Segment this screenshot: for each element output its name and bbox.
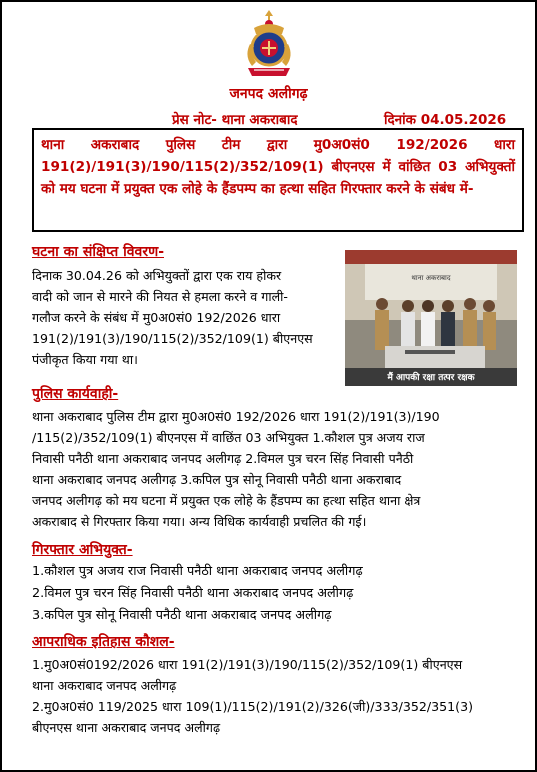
arrested-item: 1.कौशल पुत्र अजय राज निवासी पनैठी थाना अकराबाद जनपद अलीगढ़	[32, 564, 363, 579]
arrested-section-title: गिरफ्तार अभियुक्त-	[32, 542, 133, 558]
arrest-photo-scene	[345, 250, 517, 386]
criminal-history-description	[32, 654, 524, 738]
incident-line: दिनाक 30.04.26 को अभियुक्तों द्वारा एक राय होकर	[32, 268, 282, 283]
police-action-description	[32, 406, 524, 532]
incident-line: 191(2)/191(3)/190/115(2)/352/109(1) बीएनएस	[32, 331, 313, 346]
press-note-label: प्रेस नोट- थाना अकराबाद	[172, 112, 298, 128]
incident-line: वादी को जान से मारने की नियत से हमला करने व गाली-	[32, 289, 288, 304]
arrest-photo	[345, 250, 517, 386]
incident-section-title: घटना का संक्षिप्त विवरण-	[32, 244, 164, 260]
police-action-section-title: पुलिस कार्यवाही-	[32, 386, 119, 402]
date-label: दिनांक	[384, 112, 421, 128]
incident-description	[32, 265, 337, 370]
police-action-line: अकराबाद से गिरफ्तार किया गया। अन्य विधिक कार्यवाही प्रचलित की गई।	[32, 514, 367, 529]
date-value: 04.05.2026	[420, 112, 507, 128]
criminal-history-section-title: आपराधिक इतिहास कौशल-	[32, 634, 175, 650]
police-action-line: /115(2)/352/109(1) बीएनएस में वाछिंत 03 अभियुक्त 1.कौशल पुत्र अजय राज	[32, 430, 425, 445]
arrested-item: 3.कपिल पुत्र सोनू निवासी पनैठी थाना अकराबाद जनपद अलीगढ़	[32, 608, 332, 623]
criminal-history-line: थाना अकराबाद जनपद अलीगढ़	[32, 678, 177, 693]
photo-caption: मैं आपकी रक्षा तत्पर रक्षक	[387, 373, 475, 383]
headline-box: थाना अकराबाद पुलिस टीम द्वारा मु0अ0सं0 192/2026 धारा 191(2)/191(3)/190/115(2)/352/109(1) बीएनएस में वांछित 03 अभियुक्तों को मय घटना में प्रयुक्त एक लोहे के हैंडपम्प का हत्था सहित गिरफ्तार करने के संबंध में-	[32, 128, 524, 232]
criminal-history-line: 2.मु0अ0सं0 119/2025 धारा 109(1)/115(2)/191(2)/326(जी)/333/352/351(3)	[32, 699, 473, 714]
up-police-emblem-logo	[240, 8, 298, 82]
police-station-board: थाना अकराबाद	[411, 274, 451, 282]
date-line	[384, 110, 506, 128]
criminal-history-line: बीएनएस थाना अकराबाद जनपद अलीगढ़	[32, 720, 221, 735]
police-action-line: निवासी पनैठी थाना अकराबाद जनपद अलीगढ़ 2.विमल पुत्र चरन सिंह निवासी पनैठी	[32, 451, 414, 466]
incident-line: गलौज करने के संबंध में मु0अ0सं0 192/2026 धारा	[32, 310, 281, 325]
criminal-history-line: 1.मु0अ0सं0192/2026 धारा 191(2)/191(3)/190/115(2)/352/109(1) बीएनएस	[32, 657, 463, 672]
arrested-item: 2.विमल पुत्र चरन सिंह निवासी पनैठी थाना अकराबाद जनपद अलीगढ़	[32, 586, 354, 601]
incident-line: पंजीकृत किया गया था।	[32, 352, 138, 367]
police-action-line: जनपद अलीगढ़ को मय घटना में प्रयुक्त एक लोहे के हैंडपम्प का हत्था सहित थाना क्षेत्र	[32, 493, 421, 508]
police-action-line: थाना अकराबाद पुलिस टीम द्वारा मु0अ0सं0 192/2026 धारा 191(2)/191(3)/190	[32, 409, 440, 424]
police-action-line: थाना अकराबाद जनपद अलीगढ़ 3.कपिल पुत्र सोनू निवासी पनैठी थाना अकराबाद	[32, 472, 402, 487]
district-name: जनपद अलीगढ़	[229, 86, 308, 102]
